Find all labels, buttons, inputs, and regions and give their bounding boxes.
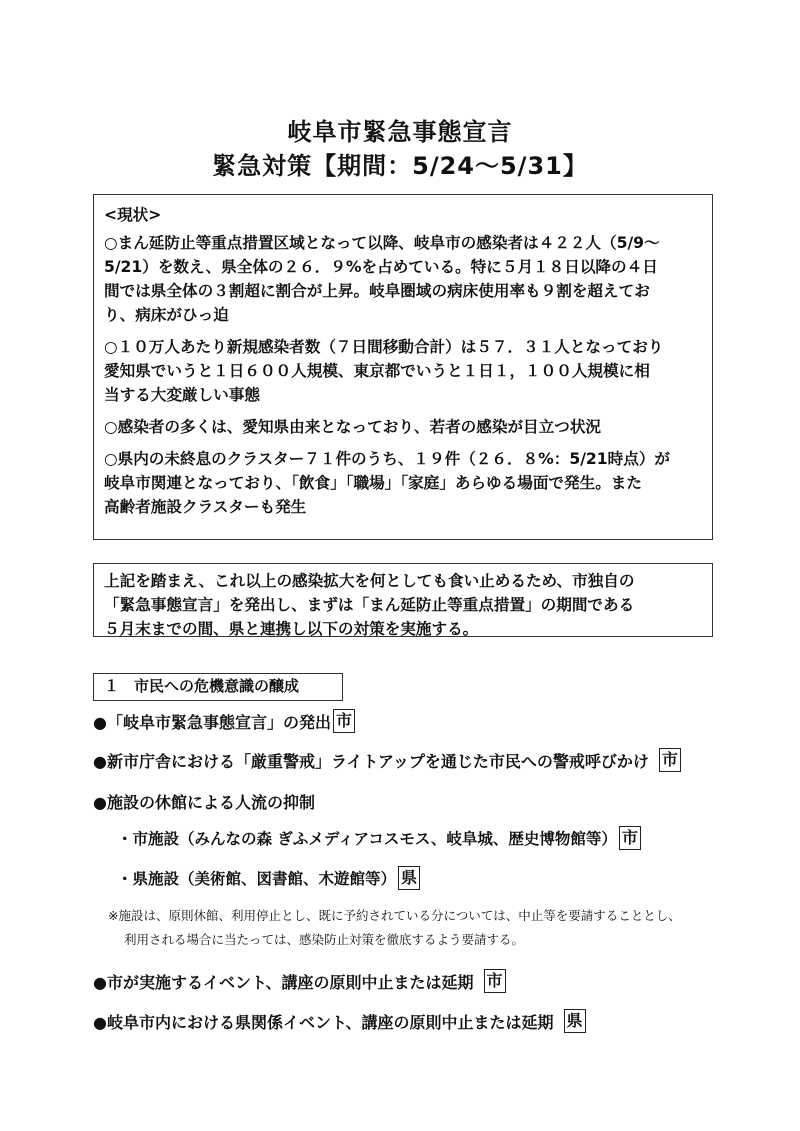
status-line: ○県内の未終息のクラスター７１件のうち、１９件（２６．８%：5/21時点）が: [104, 450, 671, 468]
status-line: 岐阜市関連となっており、「飲食」「職場」「家庭」あらゆる場面で発生。また: [104, 474, 642, 492]
status-paragraph: [104, 335, 700, 407]
measure-item: [93, 790, 315, 813]
status-line: 5/21）を数え、県全体の２６．９%を占めている。特に５月１８日以降の４日: [104, 258, 658, 276]
measure-item: [93, 709, 355, 733]
measure-subitem: [117, 826, 641, 850]
responsibility-tag: 県: [398, 866, 420, 890]
page-title: 岐阜市緊急事態宣言: [287, 118, 513, 146]
measure-text: ●新市庁舎における「厳重警戒」ライトアップを通じた市民への警戒呼びかけ: [93, 751, 649, 771]
measure-text: ・県施設（美術館、図書館、木遊館等）: [117, 870, 397, 888]
measure-text: ●「岐阜市緊急事態宣言」の発出: [93, 712, 331, 732]
measure-text: ●岐阜市内における県関係イベント、講座の原則中止または延期: [93, 1012, 554, 1032]
note-line: ※施設は、原則休館、利用停止とし、既に予約されている分については、中止等を要請することとし、: [108, 908, 681, 923]
measure-text: ●市が実施するイベント、講座の原則中止または延期: [93, 972, 474, 992]
measure-item: [93, 748, 681, 772]
note-line: 利用される場合に当たっては、感染防止対策を徹底するよう要請する。: [124, 932, 525, 947]
responsibility-tag: 市: [659, 748, 681, 772]
summary-box: [93, 563, 713, 637]
status-line: ○感染者の多くは、愛知県由来となっており、若者の感染が目立つ状況: [104, 418, 602, 436]
responsibility-tag: 市: [333, 709, 355, 733]
measure-text: ・市施設（みんなの森 ぎふメディアコスモス、岐阜城、歴史博物館等）: [117, 830, 617, 848]
status-heading: <現状>: [104, 206, 162, 224]
page-subtitle: 緊急対策【期間：5/24〜5/31】: [212, 152, 588, 180]
status-line: 高齢者施設クラスターも発生: [104, 498, 307, 516]
measure-text: ●施設の休館による人流の抑制: [93, 793, 315, 812]
summary-line: 「緊急事態宣言」を発出し、まずは「まん延防止等重点措置」の期間である: [104, 596, 635, 614]
measure-item: [93, 969, 506, 993]
measure-item: [93, 1009, 586, 1033]
responsibility-tag: 市: [484, 969, 506, 993]
responsibility-tag: 県: [564, 1009, 586, 1033]
status-line: ○１０万人あたり新規感染者数（７日間移動合計）は５７．３１人となっており: [104, 338, 664, 356]
measure-subitem: [117, 866, 420, 890]
status-paragraph: [104, 447, 700, 519]
summary-line: ５月末までの間、県と連携し以下の対策を実施する。: [104, 620, 479, 638]
status-line: ○まん延防止等重点措置区域となって以降、岐阜市の感染者は４２２人（5/9〜: [104, 234, 660, 252]
status-line: り、病床がひっ迫: [104, 306, 229, 324]
status-paragraph: [104, 415, 700, 439]
summary-line: 上記を踏まえ、これ以上の感染拡大を何としても食い止めるため、市独自の: [104, 572, 635, 590]
status-line: 愛知県でいうと１日６００人規模、東京都でいうと１日１，１００人規模に相: [104, 362, 650, 380]
section-header: １ 市民への危機意識の醸成: [93, 673, 343, 701]
status-line: 間では県全体の３割超に割合が上昇。岐阜圏域の病床使用率も９割を超えてお: [104, 282, 650, 300]
responsibility-tag: 市: [619, 826, 641, 850]
status-box: [93, 194, 713, 540]
status-line: 当する大変厳しい事態: [104, 386, 260, 404]
status-paragraph: [104, 231, 700, 327]
